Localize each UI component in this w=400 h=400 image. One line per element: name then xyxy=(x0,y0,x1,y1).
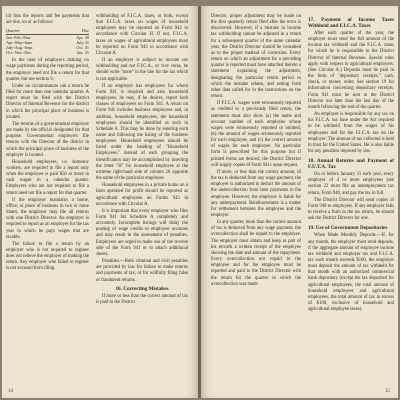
paragraph: In the case of employers making no wage payments during the reporting period, the employer need not file a return for that quarter, but see section 9. xyxy=(6,58,89,82)
paragraph: If more or less than the correct amount of tax is paid to the District xyxy=(96,293,188,305)
paragraph: Director, proper adjustment may be made on the first quarterly return filed after the error is discovered. However, if a mistake in income tax withholding cannot be adjusted in a return for a subsequent quarter of the same calendar year, the District Director should be consulted as to the proper method of correction. Every return on which an adjustment for a preceding quarter is reported must have attached thereto a statement explaining the adjustment, designating the particular return period to which the mistake relates, and setting forth other data called for in the instructions on the return. xyxy=(211,14,301,100)
left-column-b xyxy=(96,14,188,307)
table-cell: Apr.-May-June xyxy=(6,39,33,45)
section-heading-17: 17. Payment of Income Taxes Withheld and F.I.C.A. Taxes xyxy=(308,17,394,29)
right-column-b xyxy=(308,14,394,314)
paragraph: The District Director will send copies of Form 940 to employers. If any employer fails to receive a form in the tax return, he should ask the District Director for one. xyxy=(308,197,394,222)
paragraph: The failure to file a return by an employer who is not required to register does not relieve the employer of making the return. Any employer who failed to register is not excused from filing. xyxy=(6,241,89,272)
table-cell: Oct.-Nov.-Dec. xyxy=(6,50,33,56)
page-number: 14 xyxy=(8,389,13,394)
table-cell: Jan.-Feb.-Mar. xyxy=(6,34,32,40)
table-row xyxy=(6,50,89,55)
paragraph: The returns of a governmental employer are made by the official designated for that purpose. Governmental employers file returns with the Director of the district in which the principal place of business of the employer is located. xyxy=(6,121,89,158)
left-column-a xyxy=(6,14,89,274)
paragraph: If more, or less than the correct amount, of the tax is deducted from any wage payment, the employer is authorized to deduct the amount of the undercollection from later payments to the employee. However, the employer is liable for any underpayment. Reimbursement is a matter for settlement between the employee and the employer. xyxy=(211,169,301,218)
paragraph: An employer is responsible for any tax on his F.I.C.A. tax base under the Act required to be withheld from the wages of his employees and for the F.I.C.A. tax on the employer. The amount of tax collected is held in trust for the United States. He is also liable for any penalties imposed by law. xyxy=(308,112,394,154)
table-cell: Oct. 31 xyxy=(76,44,89,50)
table-cell: July 31 xyxy=(76,39,89,45)
section-heading-16: 16. Correcting Mistakes xyxy=(115,285,169,292)
right-page xyxy=(201,6,398,398)
table-cell: Jan. 31 xyxy=(76,50,89,56)
paragraph: Household employees, i.e. domestic workers, are required to file a report only when the employee is paid $50 or more in cash wages in a calendar quarter. Employers who are not required to file a return need not file a report for that quarter. xyxy=(6,159,89,196)
paragraph: Household employees in a private home on a farm operated for profit should be reported as agricultural employees on Forms 943 in accordance with Circular A. xyxy=(96,183,188,207)
paragraph: If F.I.C.A. wages were erroneously reported as credited to a previously filed return, the statement must also show (a) the name and account number of each employee whose wages were erroneously reported or omitted, (b) the amount of wages erroneously reported for each employee, and (c) the correct amount of wages for each employee. No particular form is prescribed for this purpose but if printed forms are desired, the District Director will supply copies of Form 941c upon request. xyxy=(211,101,301,168)
section-heading-18: 18. Annual Returns and Payment of F.U.T.A. Tax xyxy=(308,158,394,171)
paragraph: Penalties.—Both criminal and civil penalties are provided by law for failure to make returns and payments of tax, or for willfully filing false or fraudulent returns. xyxy=(96,259,188,283)
paragraph: In any quarter, more than the correct amount of tax is deducted from any wage payment, the overcollection shall be repaid to the employee. The employer must obtain and keep as part of his records a written receipt of the employee showing the date and amount of the repayment. Every overcollection not repaid to the employee and for the employee must be reported and paid to the District Director with the return for the quarter in which the overcollection was made. xyxy=(211,220,301,287)
paragraph: It is important that every employer who files Form 941 list Schedule A completely and accurately. Incomplete listings will delay the posting of wage credits to employee accounts and may result in the assessment of penalties. Employers are urged to make use of the reverse side of the Form 941 or to attach additional sheets. xyxy=(96,208,188,257)
left-page xyxy=(2,6,199,398)
page-number: 15 xyxy=(385,389,390,394)
paragraph: When Made Monthly Deposits.—If, for any month, the employer must send deposits, if the aggregate amount of employee income tax withheld and employer tax and F.I.C.A. tax each month exceeds $100, the employer must deposit the amount of tax withheld for that month with an authorized commercial bank depositary (except the tax deposited for agricultural employees, the total amount of household employees and agricultural employees, the total amount of tax in excess of $100, exclusive of household and agricultural employee taxes). xyxy=(308,233,394,313)
paragraph: Under no circumstances can a return be filed for more than one calendar quarter. A report must be filed with the District Director of Internal Revenue for the district in which the principal place of business is located. xyxy=(6,83,89,120)
paragraph: If the employer maintains a home, office, or place of business in two or more States, the employer may file all returns with one District Director. An employer is required to report as an employer for the tax year in which he pays wages that are taxable. xyxy=(6,197,89,240)
paragraph: After each quarter of the year, the employer must send the full amount of the income tax withheld and the F.I.C.A. taxes for which he is responsible to the District Director of Internal Revenue. Special rules apply with respect to agricultural employers. (See Circular A.) Deposits must be paid in the form of "depositary receipts," cash, check, or money order. See section 19 for information concerning depositary receipts. Form 941 must be sent to the District Director not later than the last day of the month following the end of the quarter. xyxy=(308,31,394,110)
table-header: Due xyxy=(62,28,89,34)
due-dates-table xyxy=(6,28,89,55)
section-heading-19: 19. Use of Government Depositaries xyxy=(308,225,388,232)
paragraph: withholding of F.I.C.A. taxes, or both, except that F.I.C.A. taxes on wages of household employees may be reported on Form 942 in accordance with Circular H. If not, F.I.C.A. taxes on wages of agricultural employees must be reported on Form 943 in accordance with Circular A. xyxy=(96,14,188,56)
intro-text: (4) lists the reports and fee payments that are due, on or as follows: xyxy=(6,14,89,26)
table-cell: July-Aug.-Sept. xyxy=(6,44,34,50)
table-cell: Apr. 30 xyxy=(76,34,89,40)
paragraph: On or before January 31 each year, every employer of 4 or more employees (see section 22 must file an unemployment tax return, Form 940, and pay the tax in full. xyxy=(308,172,394,196)
table-header: Quarter xyxy=(6,28,62,34)
right-column-a xyxy=(211,14,301,289)
paragraph: If an employer has employees for whom Form 941 is required and also household employees, he may, if he desires, report both classes of employees on Form 941. A return on Form 941 includes business employees and, in addition, household employees, the household employees should be identified as such in Schedule A. This may be done by entering each name and following the listing of the business employees. Household employees should be listed under the heading of "Household Employees," instead of each grouping the identification may be accomplished by inserting the letter "H" for household employee at the extreme right-hand side of column 20 opposite the name of the particular employee. xyxy=(96,83,188,182)
paragraph: If an employer is subject to income tax withholding and not F.I.C.A., or vice versa, he should write "none" in the line for the tax which is not applicable. xyxy=(96,58,188,82)
